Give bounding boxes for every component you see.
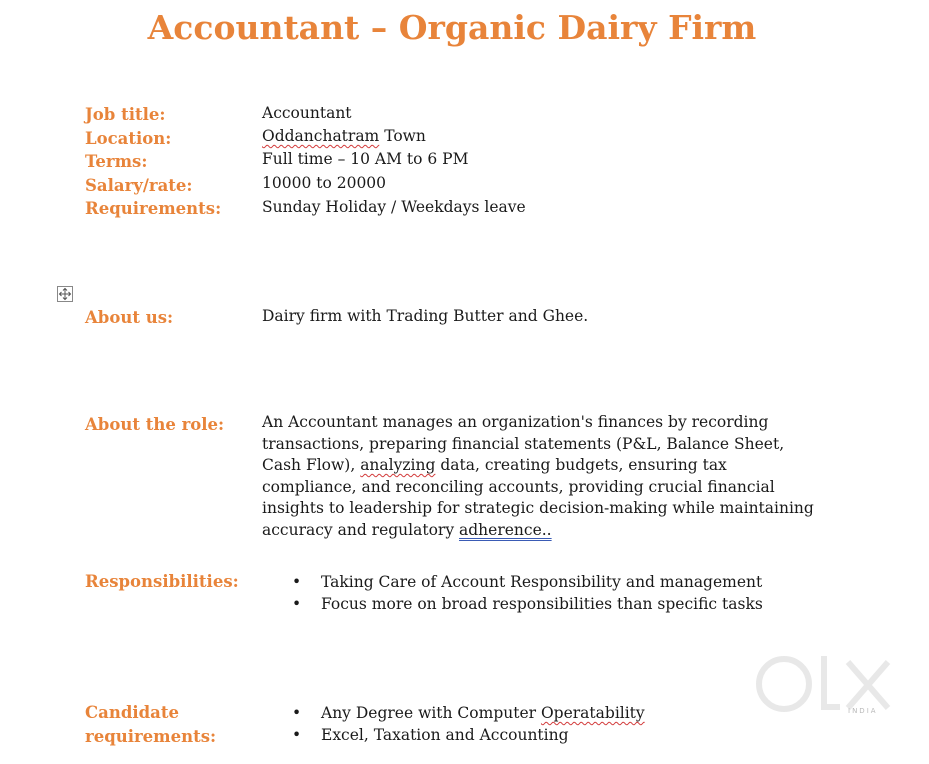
list-item-text: Taking Care of Account Responsibility and management bbox=[321, 573, 763, 591]
move-arrows-icon[interactable] bbox=[57, 286, 73, 302]
about-role-text-3: data, creating budgets, ensuring tax compliance, and reconciling accounts, providing crucial financial insights to leadership for strategic decision-making while maintaining accuracy and regulatory bbox=[262, 456, 814, 539]
olx-india-watermark-text: INDIA bbox=[848, 707, 878, 715]
salary-label: Salary/rate: bbox=[85, 176, 193, 195]
bullet-icon: • bbox=[292, 726, 302, 744]
responsibilities-label: Responsibilities: bbox=[85, 572, 239, 591]
about-role-text-4: adherence.. bbox=[459, 520, 552, 539]
candidate-label-line1: Candidate bbox=[85, 703, 179, 722]
requirements-value: Sunday Holiday / Weekdays leave bbox=[262, 198, 526, 216]
requirements-label: Requirements: bbox=[85, 199, 222, 218]
list-item bbox=[290, 571, 763, 593]
candidate-label-line2: requirements: bbox=[85, 727, 217, 746]
candidate-list bbox=[290, 702, 645, 746]
bullet-icon: • bbox=[292, 595, 302, 613]
job-title-value: Accountant bbox=[262, 104, 352, 122]
location-label: Location: bbox=[85, 129, 172, 148]
bullet-icon: • bbox=[292, 704, 302, 722]
terms-value: Full time – 10 AM to 6 PM bbox=[262, 150, 469, 168]
responsibilities-list bbox=[290, 571, 763, 615]
about-role-label: About the role: bbox=[85, 415, 225, 434]
terms-label: Terms: bbox=[85, 152, 148, 171]
job-title-label: Job title: bbox=[85, 105, 166, 124]
about-role-text-1: An Accountant manages an organization's finances by recording transactions, preparing financial statements (P&L, Balance Sheet, Cash Flow), bbox=[262, 413, 785, 475]
list-item bbox=[290, 724, 645, 746]
about-us-text: Dairy firm with Trading Butter and Ghee. bbox=[262, 307, 589, 325]
about-role-text-2: analyzing bbox=[360, 456, 436, 475]
list-item bbox=[290, 593, 763, 615]
document-title: Accountant – Organic Dairy Firm bbox=[147, 8, 757, 47]
list-item-text: Excel, Taxation and Accounting bbox=[321, 726, 569, 744]
bullet-icon: • bbox=[292, 573, 302, 591]
location-word: Oddanchatram bbox=[262, 127, 380, 145]
salary-value: 10000 to 20000 bbox=[262, 174, 387, 192]
list-item-text-word: Operatability bbox=[540, 704, 645, 722]
list-item-text-prefix: Any Degree with Computer bbox=[321, 704, 541, 722]
list-item bbox=[290, 702, 645, 724]
about-us-label: About us: bbox=[85, 308, 174, 327]
about-role-text bbox=[262, 412, 822, 542]
list-item-text: Focus more on broad responsibilities than specific tasks bbox=[321, 595, 763, 613]
location-value bbox=[262, 125, 426, 148]
location-rest: Town bbox=[379, 127, 426, 145]
